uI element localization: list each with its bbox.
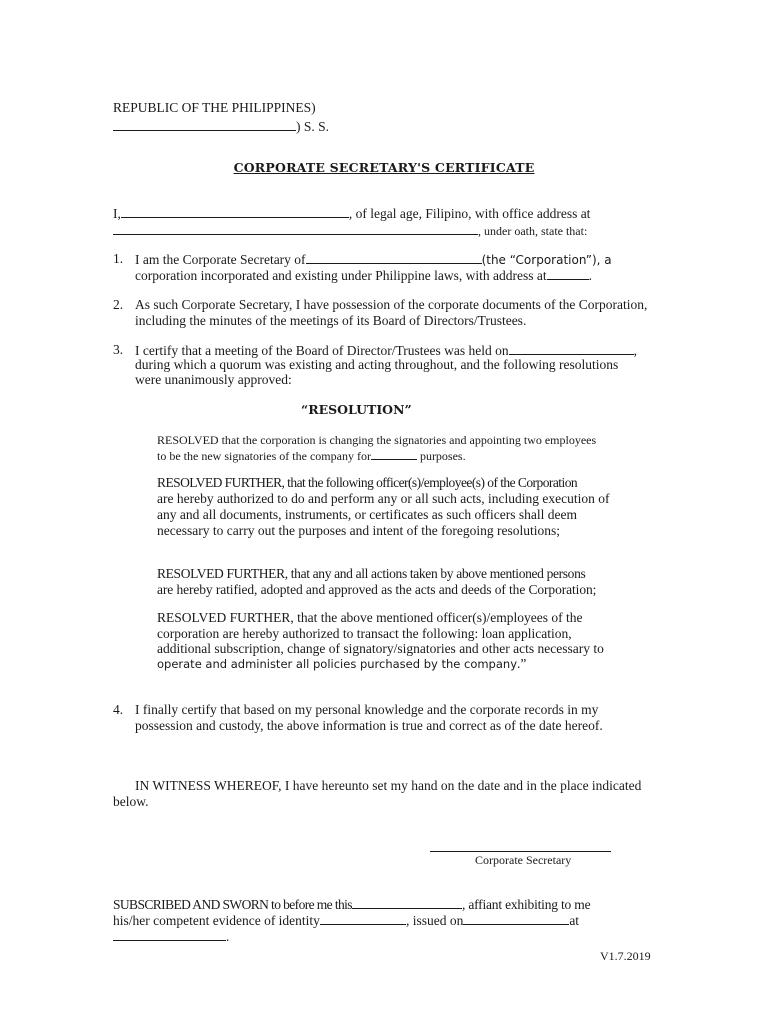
item-4-line-1: I finally certify that based on my personal knowledge and the corporate records in my (135, 702, 599, 717)
intro-line-2 (113, 222, 587, 239)
resolution-2-line-4: necessary to carry out the purposes and intent of the foregoing resolutions; (157, 523, 561, 538)
document-title: CORPORATE SECRETARY'S CERTIFICATE (233, 160, 535, 175)
item-1-text-a: I am the Corporate Secretary of (135, 252, 306, 267)
resolution-heading: “RESOLUTION” (301, 402, 412, 417)
corporation-name-blank[interactable] (306, 251, 482, 264)
item-1-number: 1. (113, 251, 124, 266)
resolution-4-line-1: RESOLVED FURTHER, that the above mentioned officer(s)/employees of the (157, 610, 583, 625)
item-3-text-b: , (633, 343, 638, 358)
intro-i: I, (113, 206, 121, 221)
subscribed-text-d: , issued on (405, 913, 464, 928)
republic-line (113, 100, 316, 116)
intro-line-1 (113, 205, 590, 222)
subscribed-text-f: . (226, 929, 230, 944)
identity-blank[interactable] (320, 912, 406, 925)
subscribed-line-1 (113, 896, 590, 913)
subscribed-text-c: his/her competent evidence of identity (113, 913, 320, 928)
resolution-1-line-2 (157, 447, 466, 464)
resolution-3-line-1: RESOLVED FURTHER, that any and all actions taken by above mentioned persons (157, 566, 586, 581)
item-4-number: 4. (113, 702, 124, 717)
item-3-number: 3. (113, 342, 124, 357)
item-2-line-2: including the minutes of the meetings of its Board of Directors/Trustees. (135, 313, 527, 328)
republic-text: REPUBLIC OF THE PHILIPPINES) (113, 100, 316, 115)
item-3-line-2: during which a quorum was existing and acting throughout, and the following resolutions (135, 357, 619, 372)
resolution-3-line-2: are hereby ratified, adopted and approved as the acts and deeds of the Corporation; (157, 582, 597, 597)
witness-line-1: IN WITNESS WHEREOF, I have hereunto set my hand on the date and in the place indicated (135, 778, 642, 793)
province-blank[interactable] (113, 118, 296, 131)
resolution-2-line-3: any and all documents, instruments, or certificates as such officers shall deem (157, 507, 577, 522)
subscribed-text-b: , affiant exhibiting to me (461, 897, 591, 912)
ss-line (113, 118, 329, 135)
ss-text: ) S. S. (296, 119, 330, 134)
resolution-4-text-a: operate and administer all policies purchased by the company (157, 657, 517, 671)
resolution-1-text-b: purposes. (419, 449, 466, 463)
resolution-2-line-1: RESOLVED FURTHER, that the following officer(s)/employee(s) of the Corporation (157, 475, 578, 490)
signature-label: Corporate Secretary (475, 853, 572, 867)
resolution-4-text-b: .” (517, 656, 527, 671)
item-4-line-2: possession and custody, the above information is true and correct as of the date hereof. (135, 718, 603, 733)
item-1-line-2 (135, 267, 592, 284)
subscribed-text-a: SUBSCRIBED AND SWORN to before me this (113, 897, 352, 912)
item-2-number: 2. (113, 297, 124, 312)
issued-at-blank[interactable] (113, 928, 226, 941)
item-3-text-a: I certify that a meeting of the Board of Director/Trustees was held on (135, 343, 509, 358)
resolution-4-line-4 (157, 656, 526, 672)
corporation-address-blank[interactable] (547, 267, 589, 280)
sworn-date-blank[interactable] (352, 896, 462, 909)
item-3-line-3: were unanimously approved: (135, 372, 292, 387)
item-1-text-c: corporation incorporated and existing under Philippine laws, with address at (135, 268, 547, 283)
intro-line1-text: , of legal age, Filipino, with office address at (348, 206, 591, 221)
resolution-4-line-2: corporation are hereby authorized to transact the following: loan application, (157, 626, 572, 641)
resolution-1-line-1: RESOLVED that the corporation is changing the signatories and appointing two employees (157, 433, 597, 447)
subscribed-text-e: at (569, 913, 580, 928)
purpose-blank[interactable] (371, 447, 417, 460)
subscribed-line-3 (113, 928, 229, 945)
item-2-line-1: As such Corporate Secretary, I have possession of the corporate documents of the Corporation, (135, 297, 648, 312)
item-1-line-1 (135, 251, 612, 268)
resolution-2-line-2: are hereby authorized to do and perform any or all such acts, including execution of (157, 491, 610, 506)
name-blank[interactable] (121, 205, 349, 218)
subscribed-line-2 (113, 912, 579, 929)
resolution-4-line-3: additional subscription, change of signatory/signatories and other acts necessary to (157, 641, 604, 656)
issued-on-blank[interactable] (463, 912, 569, 925)
resolution-1-text-a: to be the new signatories of the company for (157, 449, 371, 463)
item-1-text-b: (the “Corporation”), a (481, 253, 612, 267)
office-address-blank[interactable] (113, 222, 478, 235)
intro-line2-text: , under oath, state that: (478, 224, 588, 238)
version-label: V1.7.2019 (600, 949, 651, 963)
meeting-date-blank[interactable] (509, 342, 634, 355)
item-1-text-d: . (588, 268, 593, 283)
witness-line-2: below. (113, 794, 149, 809)
